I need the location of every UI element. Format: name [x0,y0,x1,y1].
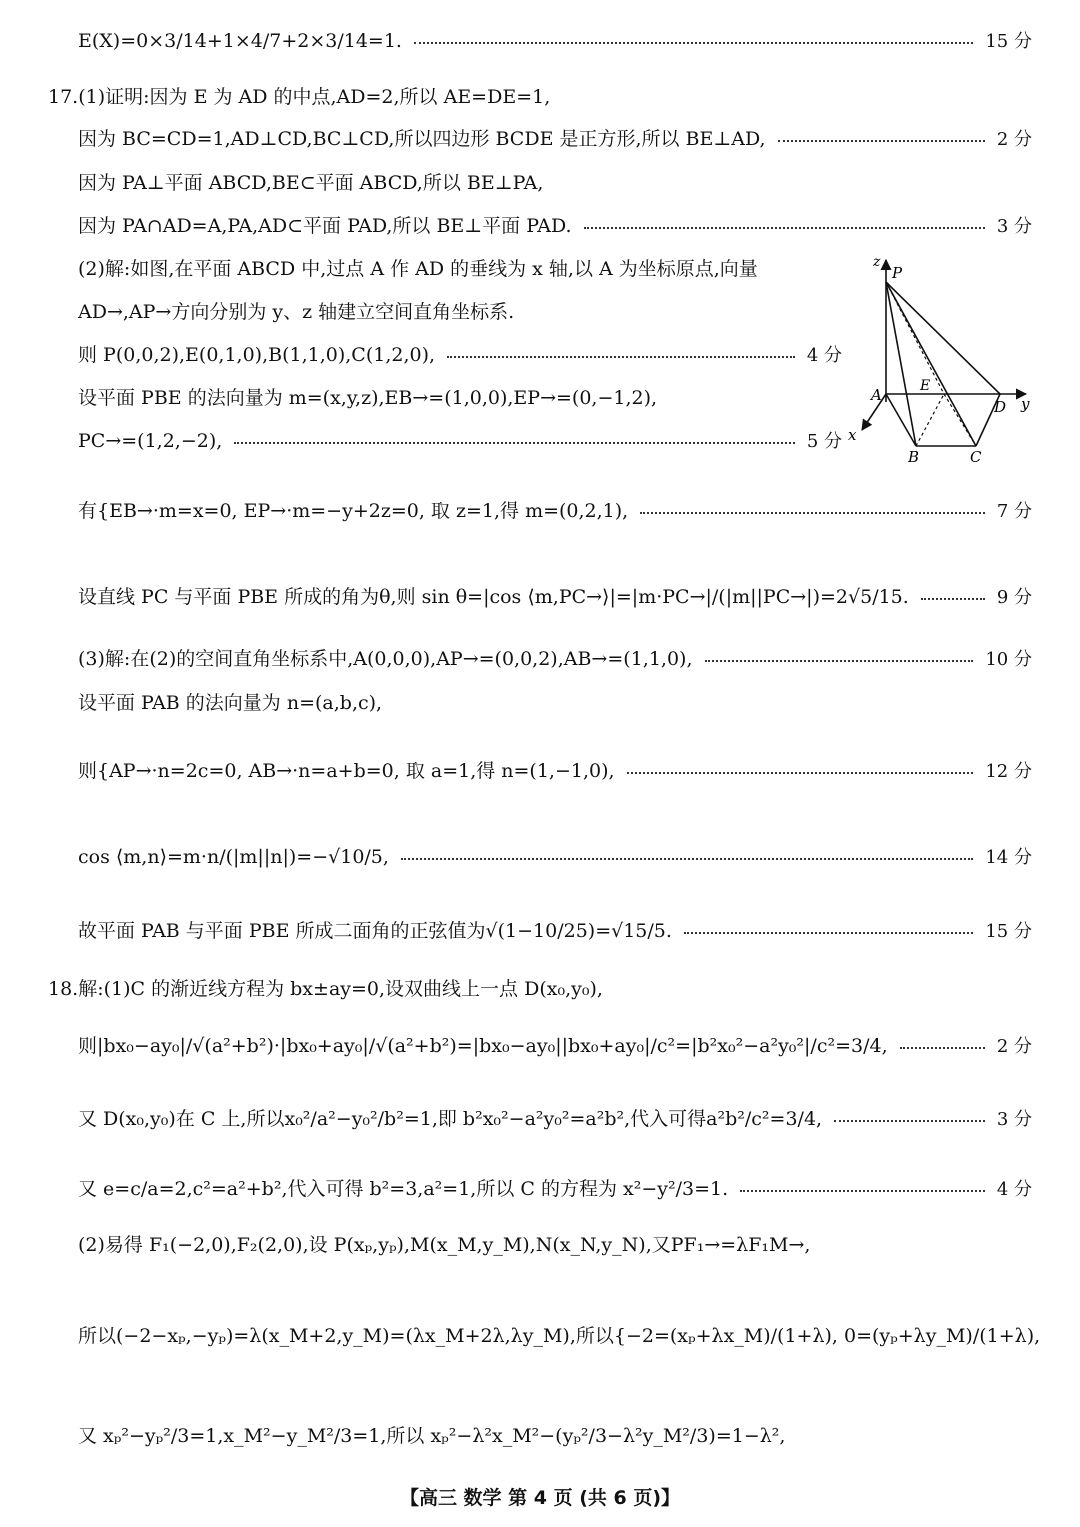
score-label: 15 分 [985,30,1032,52]
dot-leader [627,772,974,774]
score-label: 4 分 [996,1178,1032,1200]
solution-line-14 [78,692,1032,715]
edge-PE [886,282,944,394]
dot-leader [584,227,985,229]
score-label: 14 分 [985,846,1032,868]
line-text: 则|bx₀−ay₀|/√(a²+b²)·|bx₀+ay₀|/√(a²+b²)=|bx₀−ay₀||bx₀+ay₀|/c²=|b²x₀²−a²y₀²|/c²=3/4, [78,1035,888,1057]
solution-line-15 [78,760,1032,783]
dot-leader [640,512,985,514]
edge-PC [886,282,976,446]
label-B: B [908,448,920,466]
line-text: 则 P(0,0,2),E(0,1,0),B(1,1,0),C(1,2,0), [78,344,436,366]
dot-leader [401,858,973,860]
solution-line-13 [78,648,1032,671]
solution-line-1 [78,30,1032,53]
line-text: 有{EB→·m=x=0, EP→·m=−y+2z=0, 取 z=1,得 m=(0,2,1), [78,500,629,522]
solution-line-22 [78,1234,1032,1257]
line-text: 设平面 PAB 的法向量为 n=(a,b,c), [78,692,383,714]
dot-leader [834,1120,985,1122]
score-label: 12 分 [985,760,1032,782]
dot-leader [921,598,985,600]
page-footer: 【高三 数学 第 4 页 (共 6 页)】 [399,1487,681,1509]
solution-line-21 [78,1178,1032,1201]
solution-line-4 [78,172,1032,195]
line-text: (2)易得 F₁(−2,0),F₂(2,0),设 P(xₚ,yₚ),M(x_M,y_M),N(x_N,y_N),又PF₁→=λF₁M→, [78,1234,811,1256]
problem-17-heading [48,86,1032,109]
line-text: 又 e=c/a=2,c²=a²+b²,代入可得 b²=3,a²=1,所以 C 的方程为 x²−y²/3=1. [78,1178,729,1200]
dot-leader [740,1190,985,1192]
score-label: 3 分 [996,1108,1032,1130]
dot-leader [234,442,795,444]
edge-BE [916,394,944,446]
dot-leader [778,140,985,142]
line-text: AD→,AP→方向分别为 y、z 轴建立空间直角坐标系. [78,301,515,323]
line-text: 则{AP→·n=2c=0, AB→·n=a+b=0, 取 a=1,得 n=(1,−1,0), [78,760,615,782]
label-y: y [1021,395,1030,413]
line-text: (2)解:如图,在平面 ABCD 中,过点 A 作 AD 的垂线为 x 轴,以 A 为坐标原点,向量 [78,258,758,280]
line-text: 因为 PA⊥平面 ABCD,BE⊂平面 ABCD,所以 BE⊥PA, [78,172,544,194]
problem-18-heading [48,978,1032,1001]
line-text: 17.(1)证明:因为 E 为 AD 的中点,AD=2,所以 AE=DE=1, [48,86,551,108]
score-label: 9 分 [996,586,1032,608]
dot-leader [684,932,973,934]
solution-line-12 [78,586,1032,609]
score-label: 10 分 [985,648,1032,670]
label-P: P [892,264,903,282]
solution-line-20 [78,1108,1032,1131]
dot-leader [414,42,973,44]
line-text: (3)解:在(2)的空间直角坐标系中,A(0,0,0),AP→=(0,0,2),AB→=(1,1,0), [78,648,693,670]
solution-line-5 [78,215,1032,238]
solution-line-3 [78,128,1032,151]
line-text: 设直线 PC 与平面 PBE 所成的角为θ,则 sin θ=|cos ⟨m,PC→⟩|=|m·PC→|/(|m||PC→|)=2√5/15. [78,586,909,608]
label-z: z [873,254,881,270]
line-text: 18.解:(1)C 的渐近线方程为 bx±ay=0,设双曲线上一点 D(x₀,y₀), [48,978,603,1000]
score-label: 4 分 [806,344,842,366]
score-label: 15 分 [985,920,1032,942]
score-label: 2 分 [996,128,1032,150]
line-text: 又 D(x₀,y₀)在 C 上,所以x₀²/a²−y₀²/b²=1,即 b²x₀²−a²y₀²=a²b²,代入可得a²b²/c²=3/4, [78,1108,823,1130]
solution-line-19 [78,1035,1032,1058]
line-text: PC→=(1,2,−2), [78,430,223,452]
dot-leader [705,660,974,662]
line-text: 因为 PA∩AD=A,PA,AD⊂平面 PAD,所以 BE⊥平面 PAD. [78,215,572,237]
score-label: 7 分 [996,500,1032,522]
line-text: 所以(−2−xₚ,−yₚ)=λ(x_M+2,y_M)=(λx_M+2λ,λy_M),所以{−2=(xₚ+λx_M)/(1+λ), 0=(yₚ+λy_M)/(1+λ), [78,1325,1041,1347]
dot-leader [447,356,795,358]
line-text: 故平面 PAB 与平面 PBE 所成二面角的正弦值为√(1−10/25)=√15/5. [78,920,672,942]
score-label: 2 分 [996,1035,1032,1057]
solution-line-8 [78,344,842,367]
label-A: A [871,386,882,404]
line-text: 又 xₚ²−yₚ²/3=1,x_M²−y_M²/3=1,所以 xₚ²−λ²x_M²−(yₚ²/3−λ²y_M²/3)=1−λ², [78,1425,786,1447]
pyramid-coordinate-figure [840,252,1040,472]
solution-line-16 [78,846,1032,869]
solution-line-23 [78,1325,1041,1348]
label-E: E [920,378,931,394]
score-label: 5 分 [806,430,842,452]
solution-line-10 [78,430,842,453]
label-x: x [848,426,857,444]
score-label: 3 分 [996,215,1032,237]
solution-line-6 [78,258,852,281]
line-text: E(X)=0×3/14+1×4/7+2×3/14=1. [78,30,402,52]
solution-line-7 [78,301,852,324]
solution-line-24 [78,1425,1032,1448]
label-C: C [970,448,982,466]
line-text: cos ⟨m,n⟩=m·n/(|m||n|)=−√10/5, [78,846,389,868]
solution-line-17 [78,920,1032,943]
dot-leader [900,1047,985,1049]
solution-line-11 [78,500,1032,523]
label-D: D [994,398,1007,416]
line-text: 设平面 PBE 的法向量为 m=(x,y,z),EB→=(1,0,0),EP→=(0,−1,2), [78,387,658,409]
line-text: 因为 BC=CD=1,AD⊥CD,BC⊥CD,所以四边形 BCDE 是正方形,所以 BE⊥AD, [78,128,766,150]
solution-line-9 [78,387,852,410]
